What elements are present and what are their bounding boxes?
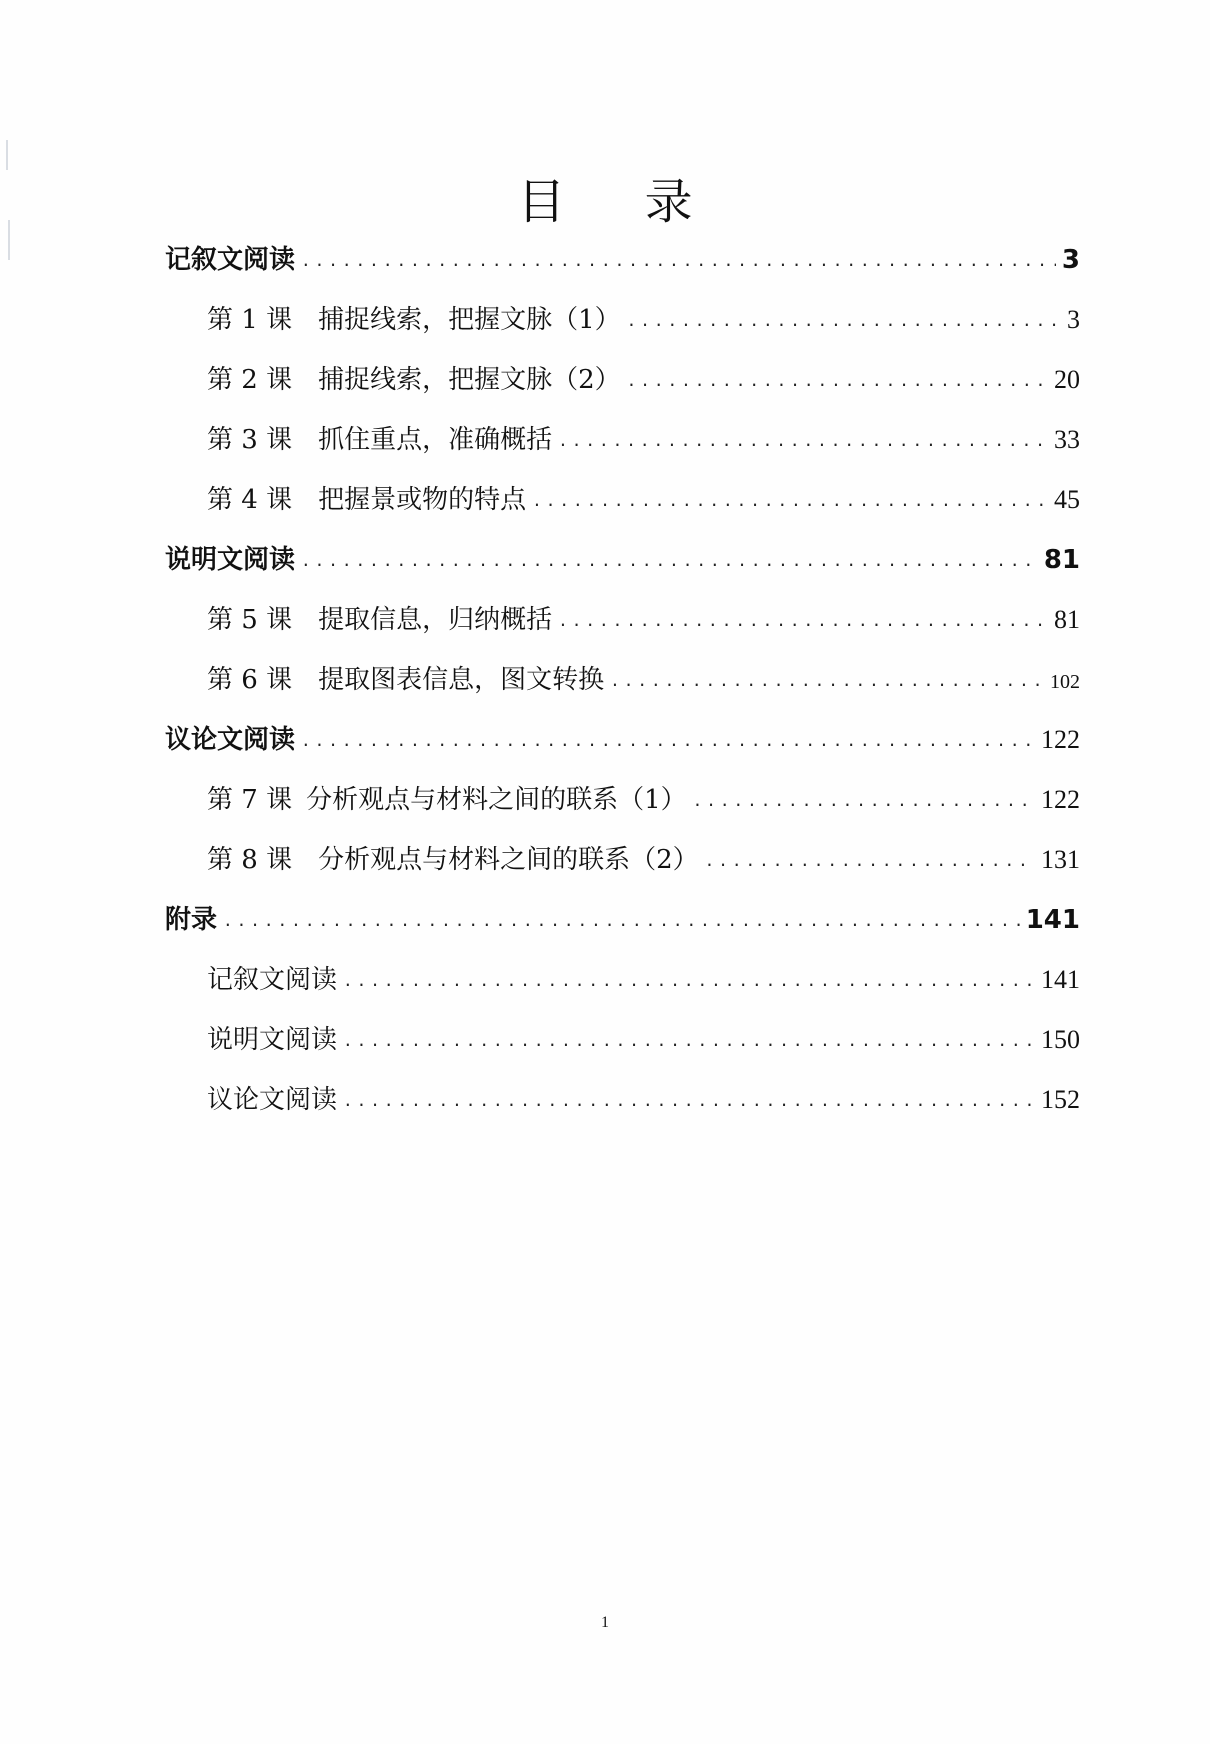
toc-lesson-number: 第 5 课 — [207, 605, 293, 635]
toc-appendix-title: 说明文阅读 — [207, 1025, 338, 1055]
toc-leader-dots — [627, 301, 1061, 341]
toc-lesson-number: 第 7 课 — [207, 785, 293, 815]
toc-lesson-title: 把握景或物的特点 — [318, 485, 527, 515]
toc-section-narrative[interactable] — [165, 240, 1080, 280]
toc-page-number: 3 — [1061, 245, 1080, 275]
toc-lesson-number: 第 6 课 — [207, 665, 293, 695]
toc-leader-dots — [223, 901, 1020, 941]
toc-lesson-6[interactable] — [207, 660, 1080, 700]
toc-leader-dots — [627, 361, 1048, 401]
toc-lesson-8[interactable] — [207, 840, 1080, 880]
toc-leader-dots — [693, 781, 1035, 821]
toc-leader-dots — [301, 721, 1035, 761]
toc-section-label: 附录 — [165, 905, 218, 935]
toc-lesson-title: 捕捉线索，把握文脉（1） — [318, 305, 621, 335]
toc-appendix-title: 记叙文阅读 — [207, 965, 338, 995]
scan-artifact — [6, 140, 8, 170]
toc-leader-dots — [532, 481, 1048, 521]
toc-lesson-title: 抓住重点，准确概括 — [318, 425, 553, 455]
toc-page-number: 81 — [1054, 605, 1080, 634]
toc-section-appendix[interactable] — [165, 900, 1080, 940]
toc-leader-dots — [343, 1081, 1035, 1121]
toc-lesson-title: 分析观点与材料之间的联系（1） — [306, 785, 687, 815]
toc-page-number: 122 — [1041, 785, 1080, 814]
toc-lesson-5[interactable] — [207, 600, 1080, 640]
toc-section-expository[interactable] — [165, 540, 1080, 580]
toc-appendix-title: 议论文阅读 — [207, 1085, 338, 1115]
toc-appendix-expository[interactable] — [207, 1020, 1080, 1060]
toc-lesson-number: 第 3 课 — [207, 425, 293, 455]
toc-page-number: 152 — [1041, 1085, 1080, 1114]
toc-lesson-2[interactable] — [207, 360, 1080, 400]
toc-page-number: 122 — [1041, 725, 1080, 754]
toc-page-number: 81 — [1043, 545, 1080, 575]
toc-section-argumentative[interactable] — [165, 720, 1080, 760]
page-title: 目 录 — [517, 174, 725, 230]
toc-appendix-argumentative[interactable] — [207, 1080, 1080, 1120]
toc-lesson-number: 第 8 课 — [207, 845, 293, 875]
toc-lesson-number: 第 2 课 — [207, 365, 293, 395]
toc-lesson-title: 分析观点与材料之间的联系（2） — [318, 845, 699, 875]
toc-lesson-1[interactable] — [207, 300, 1080, 340]
toc-lesson-title: 捕捉线索，把握文脉（2） — [318, 365, 621, 395]
toc-lesson-title: 提取图表信息，图文转换 — [318, 665, 605, 695]
toc-leader-dots — [705, 841, 1035, 881]
toc-section-label: 议论文阅读 — [165, 725, 296, 755]
toc-lesson-number: 第 4 课 — [207, 485, 293, 515]
toc-lesson-3[interactable] — [207, 420, 1080, 460]
toc-page-number: 45 — [1054, 485, 1080, 514]
toc-page-number: 33 — [1054, 425, 1080, 454]
toc-page-number: 131 — [1041, 845, 1080, 874]
toc-leader-dots — [558, 601, 1048, 641]
toc-page-number: 141 — [1041, 965, 1080, 994]
toc-page-number: 141 — [1025, 905, 1080, 935]
toc-leader-dots — [558, 421, 1048, 461]
toc-lesson-number: 第 1 课 — [207, 305, 293, 335]
toc-appendix-narrative[interactable] — [207, 960, 1080, 1000]
toc-page-number: 20 — [1054, 365, 1080, 394]
page-footer-number: 1 — [601, 1614, 609, 1631]
toc-lesson-title: 提取信息，归纳概括 — [318, 605, 553, 635]
toc-leader-dots — [301, 541, 1038, 581]
toc-page-number: 102 — [1050, 671, 1080, 693]
toc-section-label: 说明文阅读 — [165, 545, 296, 575]
toc-leader-dots — [301, 241, 1056, 281]
toc-page-number: 3 — [1067, 305, 1080, 334]
toc-page-number: 150 — [1041, 1025, 1080, 1054]
toc-leader-dots — [343, 1021, 1035, 1061]
toc-lesson-7[interactable] — [207, 780, 1080, 820]
toc-section-label: 记叙文阅读 — [165, 245, 296, 275]
toc-leader-dots — [610, 661, 1044, 701]
toc-lesson-4[interactable] — [207, 480, 1080, 520]
toc-leader-dots — [343, 961, 1035, 1001]
